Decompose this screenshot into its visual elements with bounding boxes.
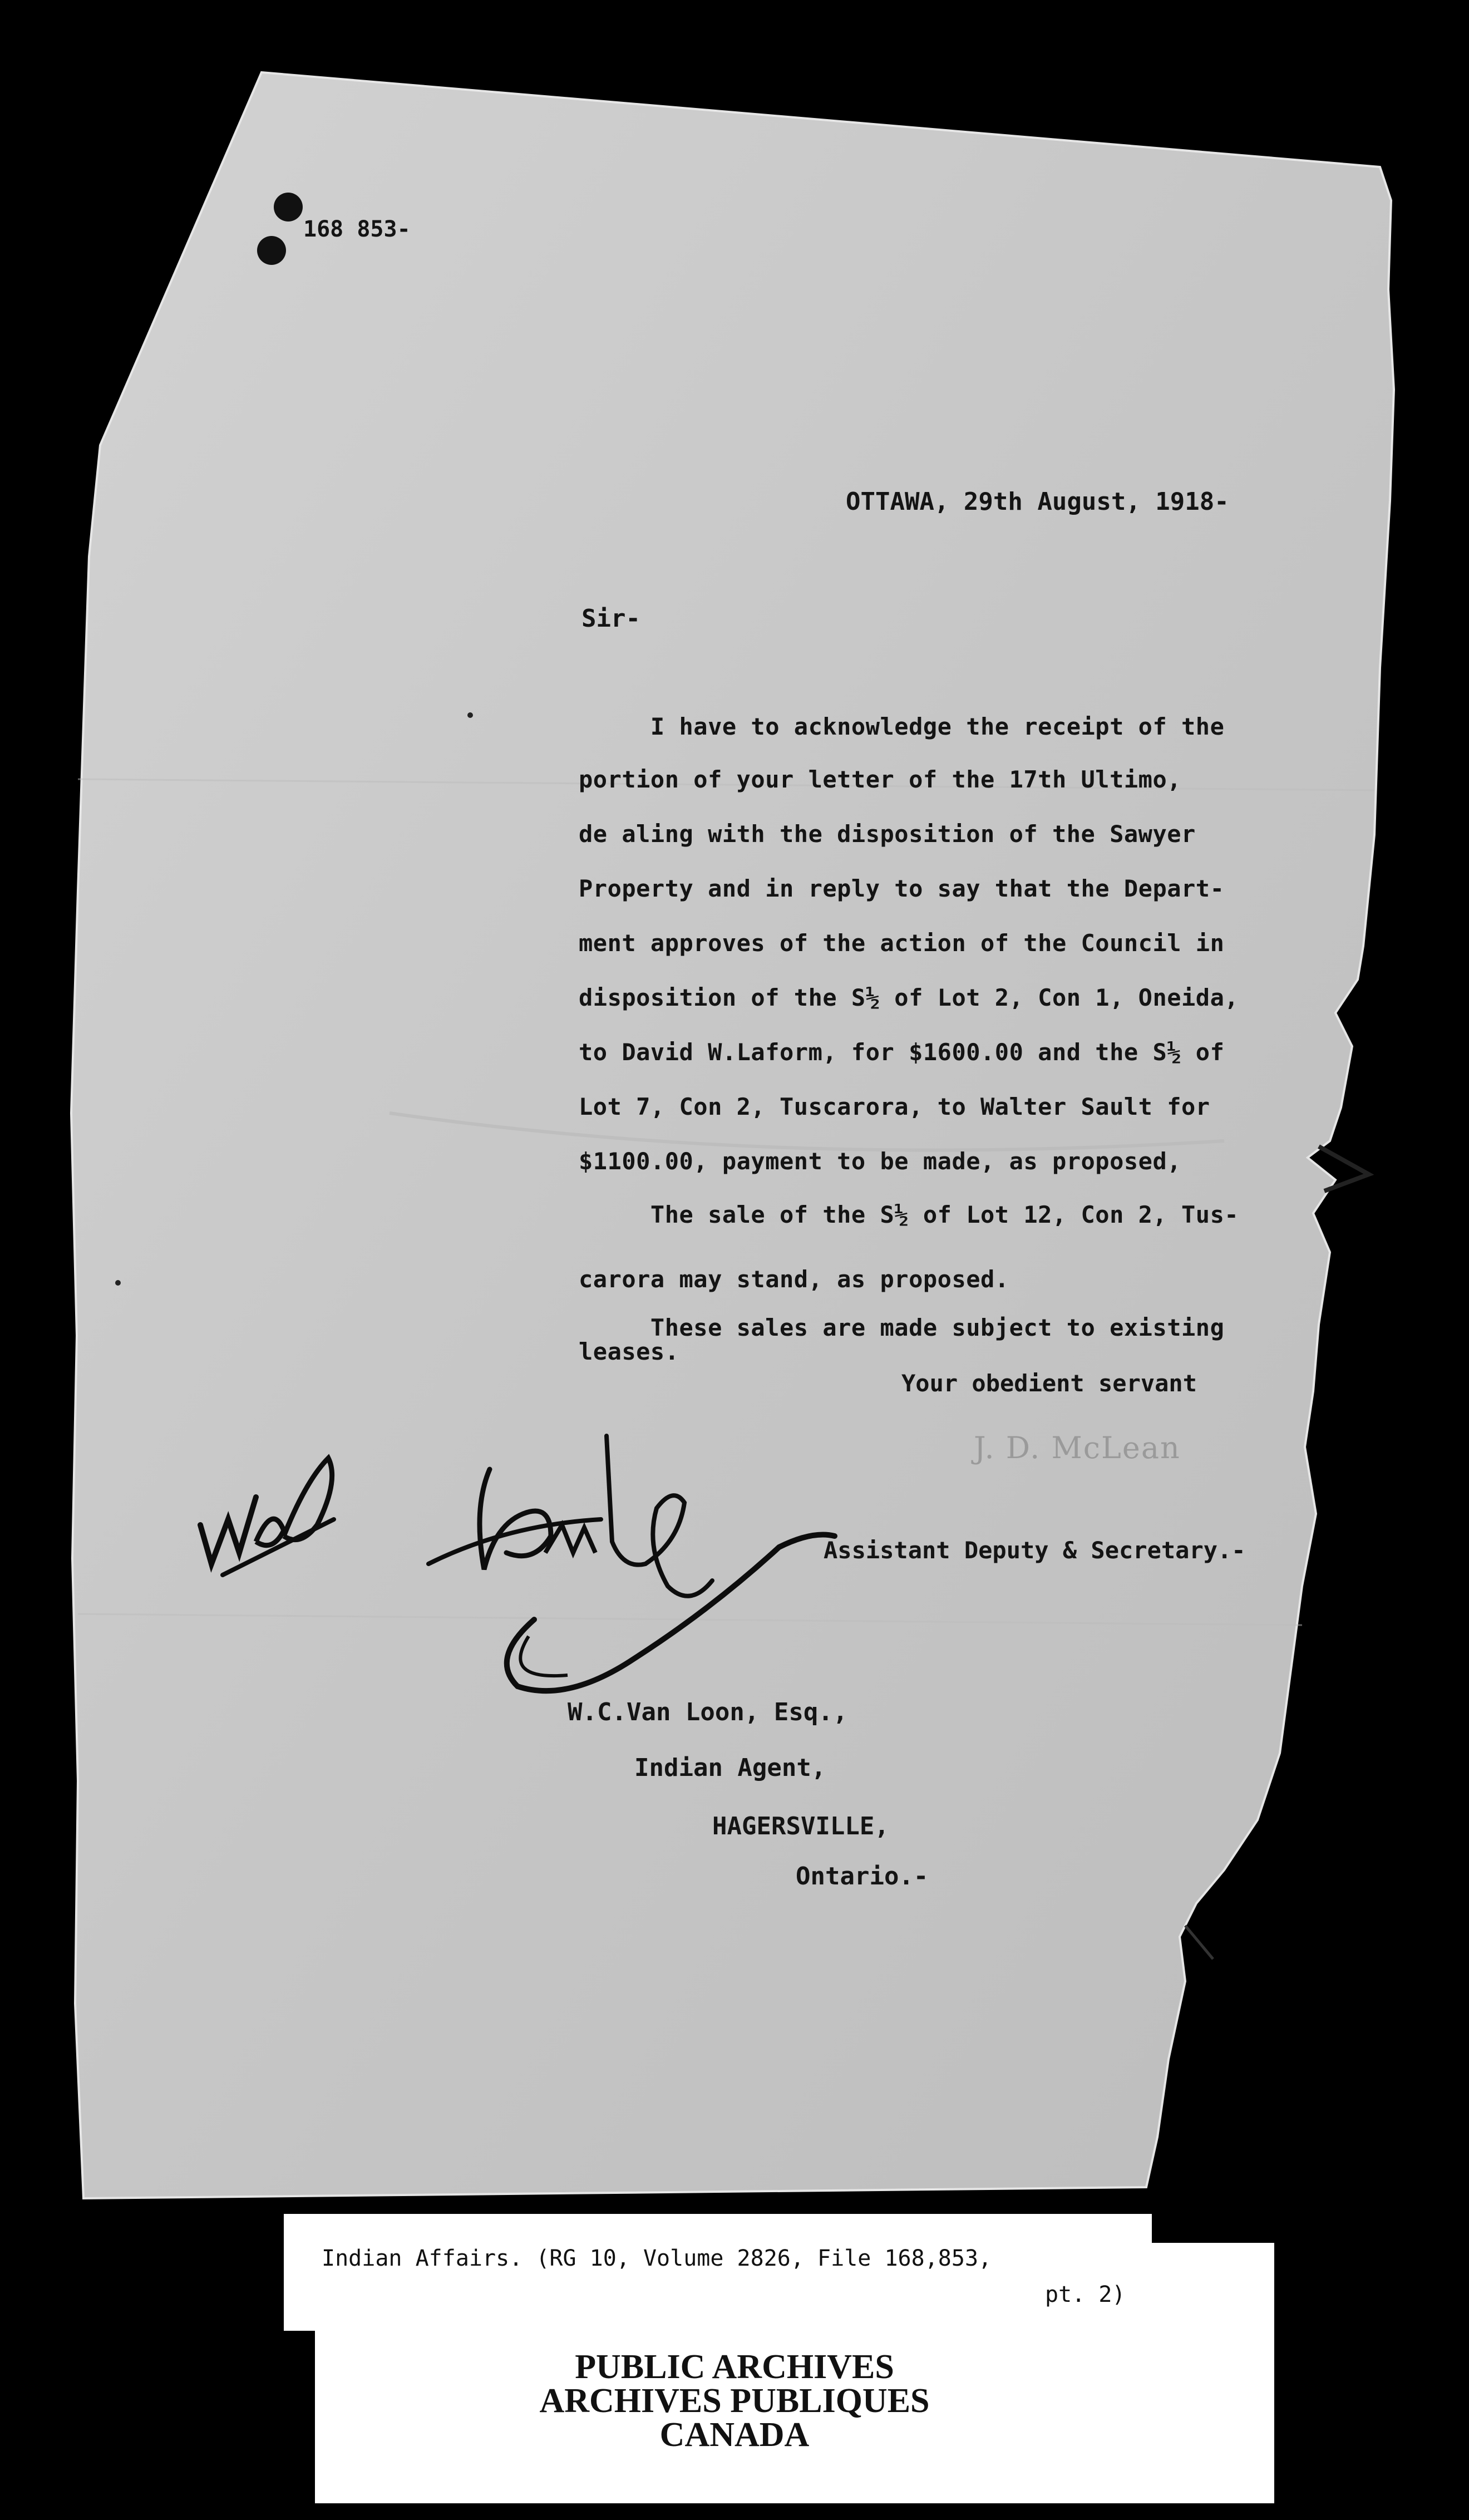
archives-line-country: CANADA bbox=[659, 2416, 810, 2454]
body-line: carora may stand, as proposed. bbox=[579, 1266, 1009, 1293]
dateline: OTTAWA, 29th August, 1918- bbox=[846, 488, 1229, 516]
body-line: Lot 7, Con 2, Tuscarora, to Walter Sault for bbox=[579, 1093, 1210, 1120]
archive-reference-line: pt. 2) bbox=[1045, 2282, 1126, 2307]
archives-line-english: PUBLIC ARCHIVES bbox=[575, 2348, 894, 2386]
signatory-title: Assistant Deputy & Secretary.- bbox=[824, 1537, 1246, 1564]
salutation: Sir- bbox=[581, 604, 640, 633]
address-line: W.C.Van Loon, Esq., bbox=[568, 1698, 848, 1726]
body-line: leases. bbox=[579, 1338, 679, 1365]
body-line: disposition of the S½ of Lot 2, Con 1, Oneida, bbox=[579, 984, 1239, 1011]
name-stamp: J. D. McLean bbox=[974, 1430, 1181, 1465]
file-number: 168 853- bbox=[303, 216, 411, 242]
body-line: to David W.Laform, for $1600.00 and the S½ of bbox=[579, 1038, 1225, 1066]
address-line: Indian Agent, bbox=[634, 1754, 826, 1782]
address-line: Ontario.- bbox=[796, 1862, 929, 1891]
body-line: ment approves of the action of the Council in bbox=[579, 929, 1225, 957]
address-line: HAGERSVILLE, bbox=[712, 1812, 889, 1840]
archive-reference-bar bbox=[284, 2214, 1152, 2331]
closing: Your obedient servant bbox=[901, 1370, 1197, 1397]
handwritten-initials bbox=[189, 1414, 356, 1592]
archive-reference-line: Indian Affairs. (RG 10, Volume 2826, File 168,853, bbox=[322, 2246, 992, 2271]
body-line: de aling with the disposition of the Sawyer bbox=[579, 820, 1196, 848]
body-line: I have to acknowledge the receipt of the bbox=[579, 713, 1225, 740]
body-line: The sale of the S½ of Lot 12, Con 2, Tus- bbox=[579, 1201, 1239, 1228]
body-line: portion of your letter of the 17th Ultimo, bbox=[579, 766, 1182, 793]
body-line: Property and in reply to say that the Depart- bbox=[579, 875, 1225, 902]
archives-line-french: ARCHIVES PUBLIQUES bbox=[539, 2382, 930, 2420]
handwritten-signature bbox=[423, 1425, 846, 1714]
body-line: $1100.00, payment to be made, as proposed, bbox=[579, 1148, 1182, 1175]
body-line: These sales are made subject to existing bbox=[579, 1314, 1225, 1341]
